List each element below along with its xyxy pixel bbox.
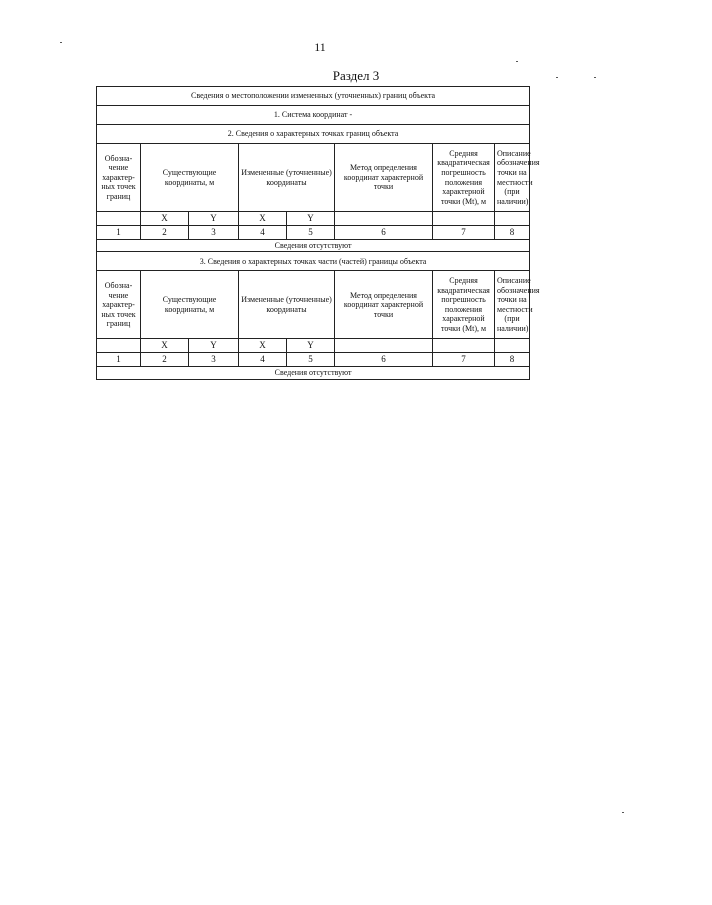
col-designation: Обозна-чение характер-ных точек границ — [97, 144, 141, 212]
scan-speck — [594, 77, 596, 78]
col-method: Метод определения координат характерной точки — [335, 271, 433, 339]
col-designation: Обозна-чение характер-ных точек границ — [97, 271, 141, 339]
sub-y-existing: Y — [189, 339, 239, 353]
scan-speck — [516, 61, 518, 62]
table-header: Сведения о местоположении измененных (уточненных) границ объекта — [97, 87, 530, 106]
page-number: 11 — [314, 40, 326, 54]
no-data-note: Сведения отсутствуют — [97, 239, 530, 252]
col-number: 6 — [335, 353, 433, 367]
sub-y-existing: Y — [189, 212, 239, 226]
col-number: 8 — [495, 353, 530, 367]
sub-x-changed: X — [239, 339, 287, 353]
coord-system-row: 1. Система координат - — [97, 106, 530, 125]
col-existing-coords: Существующие координаты, м — [141, 271, 239, 339]
sub-x-existing: X — [141, 339, 189, 353]
col-number: 7 — [433, 225, 495, 239]
sub-empty — [495, 339, 530, 353]
col-method: Метод определения координат характерной точки — [335, 144, 433, 212]
sub-empty — [433, 212, 495, 226]
part2-title: 2. Сведения о характерных точках границ объекта — [97, 125, 530, 144]
col-number: 3 — [189, 225, 239, 239]
sub-y-changed: Y — [287, 212, 335, 226]
sub-empty — [97, 212, 141, 226]
col-number: 1 — [97, 225, 141, 239]
col-error: Средняя квадратическая погрешность положения характерной точки (Mt), м — [433, 144, 495, 212]
col-description: Описание обозначения точки на местности (при наличии) — [495, 271, 530, 339]
scan-speck — [60, 42, 62, 43]
sub-empty — [335, 339, 433, 353]
sub-x-changed: X — [239, 212, 287, 226]
scan-speck — [556, 77, 558, 78]
scan-speck — [622, 812, 624, 813]
sub-empty — [495, 212, 530, 226]
sub-empty — [433, 339, 495, 353]
col-number: 8 — [495, 225, 530, 239]
sub-x-existing: X — [141, 212, 189, 226]
col-changed-coords: Измененные (уточненные) координаты — [239, 144, 335, 212]
col-number: 5 — [287, 225, 335, 239]
sub-y-changed: Y — [287, 339, 335, 353]
col-description: Описание обозначения точки на местности (при наличии) — [495, 144, 530, 212]
col-number: 1 — [97, 353, 141, 367]
col-number: 4 — [239, 353, 287, 367]
col-number: 2 — [141, 353, 189, 367]
no-data-note: Сведения отсутствуют — [97, 367, 530, 380]
col-number: 2 — [141, 225, 189, 239]
col-changed-coords: Измененные (уточненные) координаты — [239, 271, 335, 339]
boundary-table — [96, 86, 540, 380]
col-number: 5 — [287, 353, 335, 367]
col-number: 6 — [335, 225, 433, 239]
col-error: Средняя квадратическая погрешность положения характерной точки (Mt), м — [433, 271, 495, 339]
part3-title: 3. Сведения о характерных точках части (частей) границы объекта — [97, 252, 530, 271]
col-number: 7 — [433, 353, 495, 367]
col-number: 4 — [239, 225, 287, 239]
section-title: Раздел 3 — [332, 68, 380, 83]
col-existing-coords: Существующие координаты, м — [141, 144, 239, 212]
col-number: 3 — [189, 353, 239, 367]
sub-empty — [335, 212, 433, 226]
sub-empty — [97, 339, 141, 353]
